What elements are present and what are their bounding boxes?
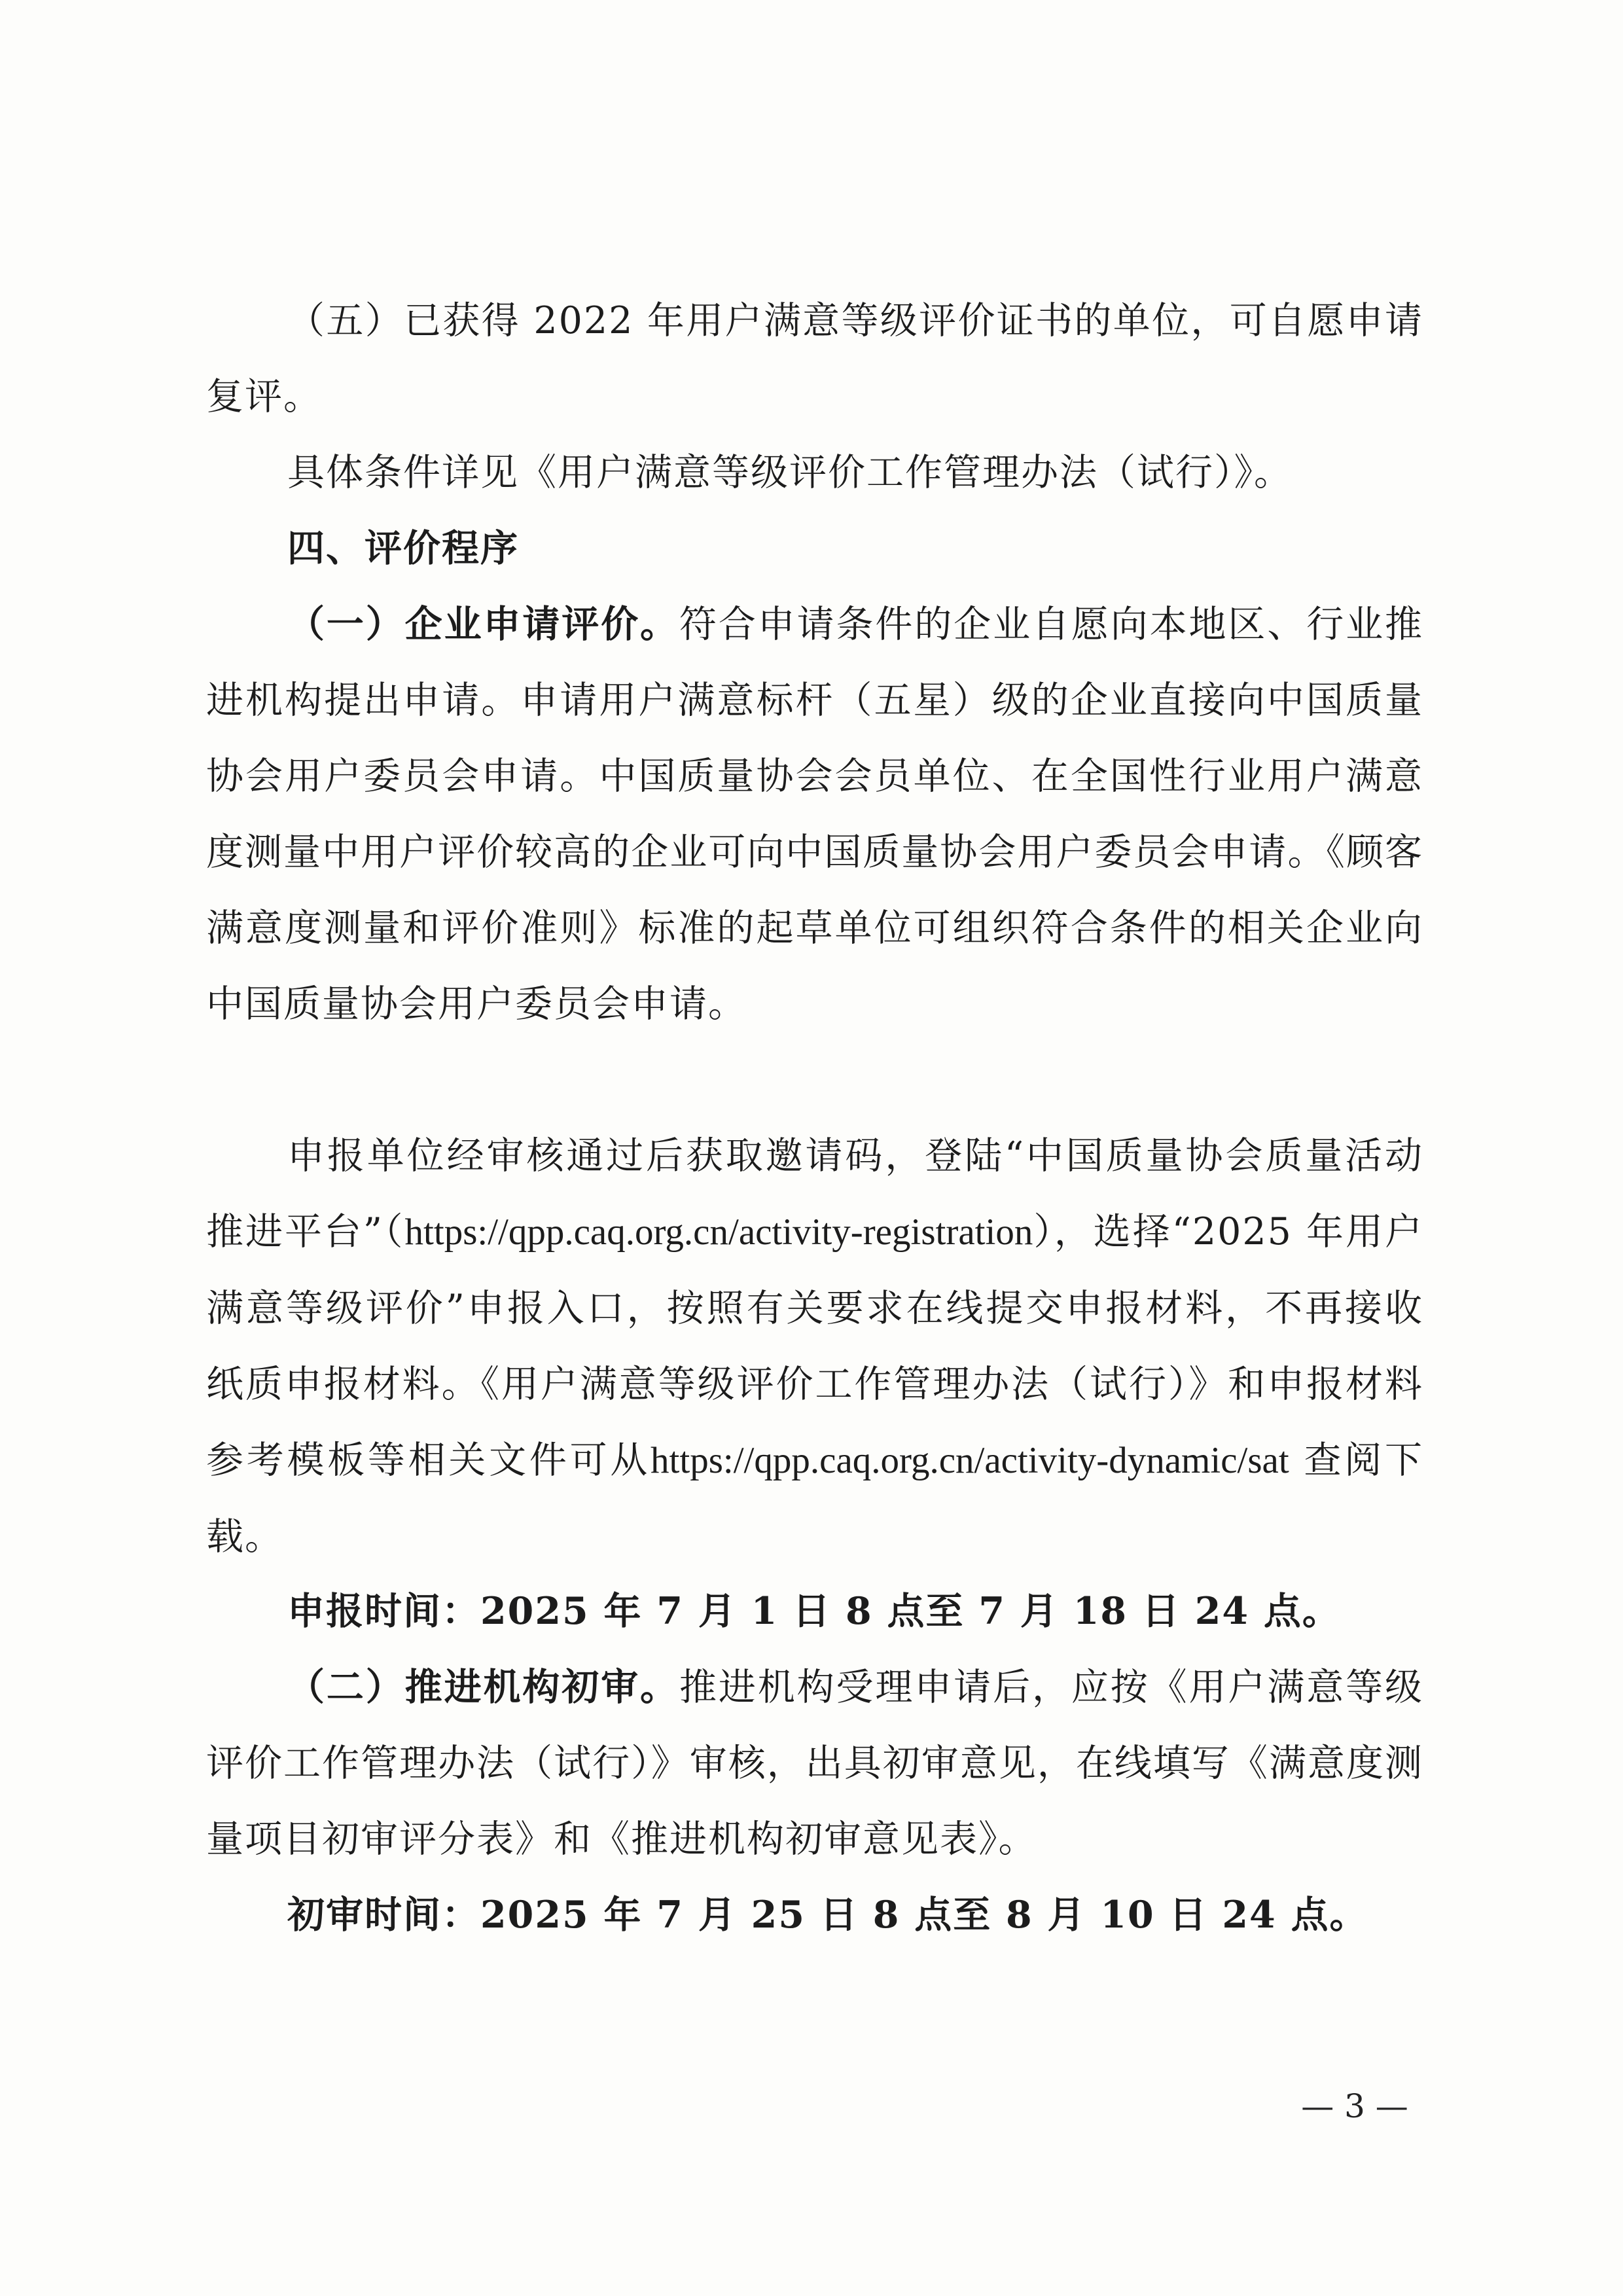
- item-5-paragraph: [206, 283, 1423, 435]
- application-time-paragraph: [206, 1573, 1423, 1649]
- download-url: https://qpp.caq.org.cn/activity-dynamic/sat: [651, 1440, 1289, 1481]
- step-2-title: （二）推进机构初审。: [287, 1665, 679, 1709]
- step-2-paragraph: [206, 1649, 1423, 1877]
- review-time-paragraph: [206, 1877, 1423, 1953]
- step-1-paragraph: [206, 586, 1423, 1042]
- item-5-text: （五）已获得 2022 年用户满意等级评价证书的单位，可自愿申请复评。: [206, 299, 1423, 418]
- online-submission-part-3: 查阅下载。: [206, 1439, 1423, 1558]
- page-number: — 3 —: [1301, 2087, 1408, 2125]
- section-4-heading: [206, 511, 1423, 586]
- conditions-note-paragraph: [206, 435, 1423, 511]
- online-submission-part-2: ），选择“2025 年用户满意等级评价”申报入口，按照有关要求在线提交申报材料，不再接收纸质申报材料。《用户满意等级评价工作管理办法（试行）》和申报材料参考模板等相关文件可从: [206, 1210, 1423, 1482]
- conditions-note-text: 具体条件详见《用户满意等级评价工作管理办法（试行）》。: [287, 451, 1293, 494]
- online-submission-paragraph: [206, 1118, 1423, 1575]
- application-time-text: 申报时间：2025 年 7 月 1 日 8 点至 7 月 18 日 24 点。: [287, 1589, 1341, 1633]
- step-1-title: （一）企业申请评价。: [287, 602, 679, 646]
- online-submission-part-1: 申报单位经审核通过后获取邀请码，登陆“中国质量协会质量活动推进平台”（: [206, 1134, 1423, 1253]
- step-1-body: 符合申请条件的企业自愿向本地区、行业推进机构提出申请。申请用户满意标杆（五星）级的企业直接向中国质量协会用户委员会申请。中国质量协会会员单位、在全国性行业用户满意度测量中用户评价较高的企业可向中国质量协会用户委员会申请。《顾客满意度测量和评价准则》标准的起草单位可组织符合条件的相关企业向中国质量协会用户委员会申请。: [206, 603, 1424, 1026]
- registration-url: https://qpp.caq.org.cn/activity-registration: [404, 1211, 1033, 1253]
- section-4-heading-text: 四、评价程序: [287, 526, 519, 570]
- step-2-body: 推进机构受理申请后，应按《用户满意等级评价工作管理办法（试行）》审核，出具初审意见，在线填写《满意度测量项目初审评分表》和《推进机构初审意见表》。: [206, 1666, 1424, 1861]
- review-time-text: 初审时间：2025 年 7 月 25 日 8 点至 8 月 10 日 24 点。: [287, 1893, 1368, 1937]
